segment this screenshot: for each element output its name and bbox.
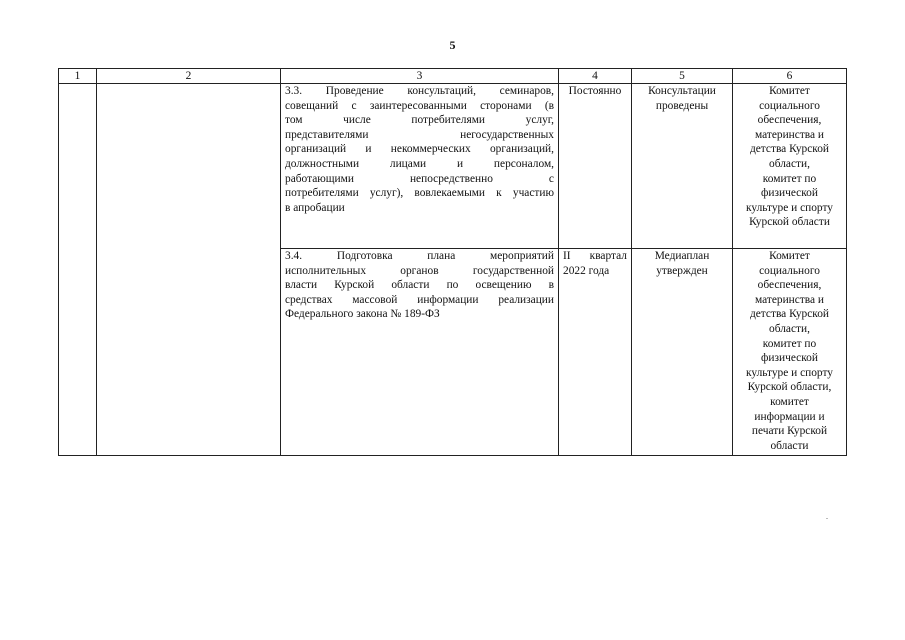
responsible-line: культуре и спорту [746, 366, 833, 379]
action-line: потребителями услуг), вовлекаемыми к участию [285, 187, 554, 200]
action-line: 3.4. Подготовка плана мероприятий [285, 250, 554, 262]
responsible-line: обеспечения, [757, 114, 822, 127]
result-line: Медиаплан [654, 250, 710, 262]
action-line: Федерального закона № 189-ФЗ [285, 308, 440, 321]
page-number: 5 [449, 38, 456, 52]
responsible-line: физической [761, 187, 818, 200]
action-line: 3.3. Проведение консультаций, семинаров, [285, 85, 554, 97]
term-line: II квартал [563, 250, 627, 262]
action-line: должностными лицами и персоналом, [285, 157, 554, 170]
responsible-line: области, [769, 157, 810, 170]
action-line: представителями негосударственных [285, 128, 554, 141]
action-line: исполнительных органов государственной [285, 264, 554, 277]
responsible-line: Комитет [769, 250, 810, 262]
action-line: средствах массовой информации реализации [285, 293, 554, 306]
header-cell-3: 3 [281, 69, 559, 84]
responsible-line: детства Курской [749, 143, 830, 156]
responsible-line: культуре и спорту [746, 201, 833, 214]
responsible-line: Курской области, [747, 381, 832, 394]
responsible-line: комитет по [762, 337, 817, 350]
result-cell: Консультации проведены [632, 84, 733, 249]
action-line: том числе потребителями услуг, [285, 114, 554, 127]
responsible-line: области, [769, 322, 810, 335]
empty-cell-col1 [59, 84, 97, 456]
responsible-cell [733, 249, 847, 456]
responsible-line: социального [759, 264, 820, 277]
scan-speck [826, 518, 828, 519]
action-cell [281, 249, 559, 456]
action-line: совещаний с заинтересованными сторонами (в [285, 99, 554, 112]
responsible-line: обеспечения, [757, 279, 822, 292]
empty-cell-col2 [97, 84, 281, 456]
action-line: власти Курской области по освещению в [285, 279, 554, 292]
header-cell-1: 1 [59, 69, 97, 84]
responsible-line: материнства и [754, 293, 825, 306]
table-row [59, 84, 847, 249]
responsible-line: комитет [770, 395, 809, 408]
responsible-line: печати Курской [751, 425, 828, 438]
header-cell-6: 6 [733, 69, 847, 84]
responsible-line: комитет по [762, 172, 817, 185]
responsible-cell [733, 84, 847, 249]
term-cell [559, 249, 632, 456]
term-cell: Постоянно [559, 84, 632, 249]
header-cell-5: 5 [632, 69, 733, 84]
action-cell [281, 84, 559, 249]
responsible-line: детства Курской [749, 308, 830, 321]
result-line: утвержден [656, 264, 708, 277]
responsible-line: Курской области [749, 216, 830, 229]
responsible-line: информации и [754, 410, 825, 423]
responsible-line: области [770, 439, 809, 452]
responsible-line: физической [761, 352, 818, 365]
header-cell-4: 4 [559, 69, 632, 84]
responsible-line: социального [759, 99, 820, 112]
plan-table [58, 68, 847, 456]
action-line: работающими непосредственно с [285, 172, 554, 185]
header-row [59, 69, 847, 84]
responsible-line: Комитет [769, 85, 810, 97]
action-line: в апробации [285, 201, 345, 214]
result-cell [632, 249, 733, 456]
header-cell-2: 2 [97, 69, 281, 84]
responsible-line: материнства и [754, 128, 825, 141]
action-line: организаций и некоммерческих организаций, [285, 143, 554, 156]
term-line: 2022 года [563, 264, 610, 277]
